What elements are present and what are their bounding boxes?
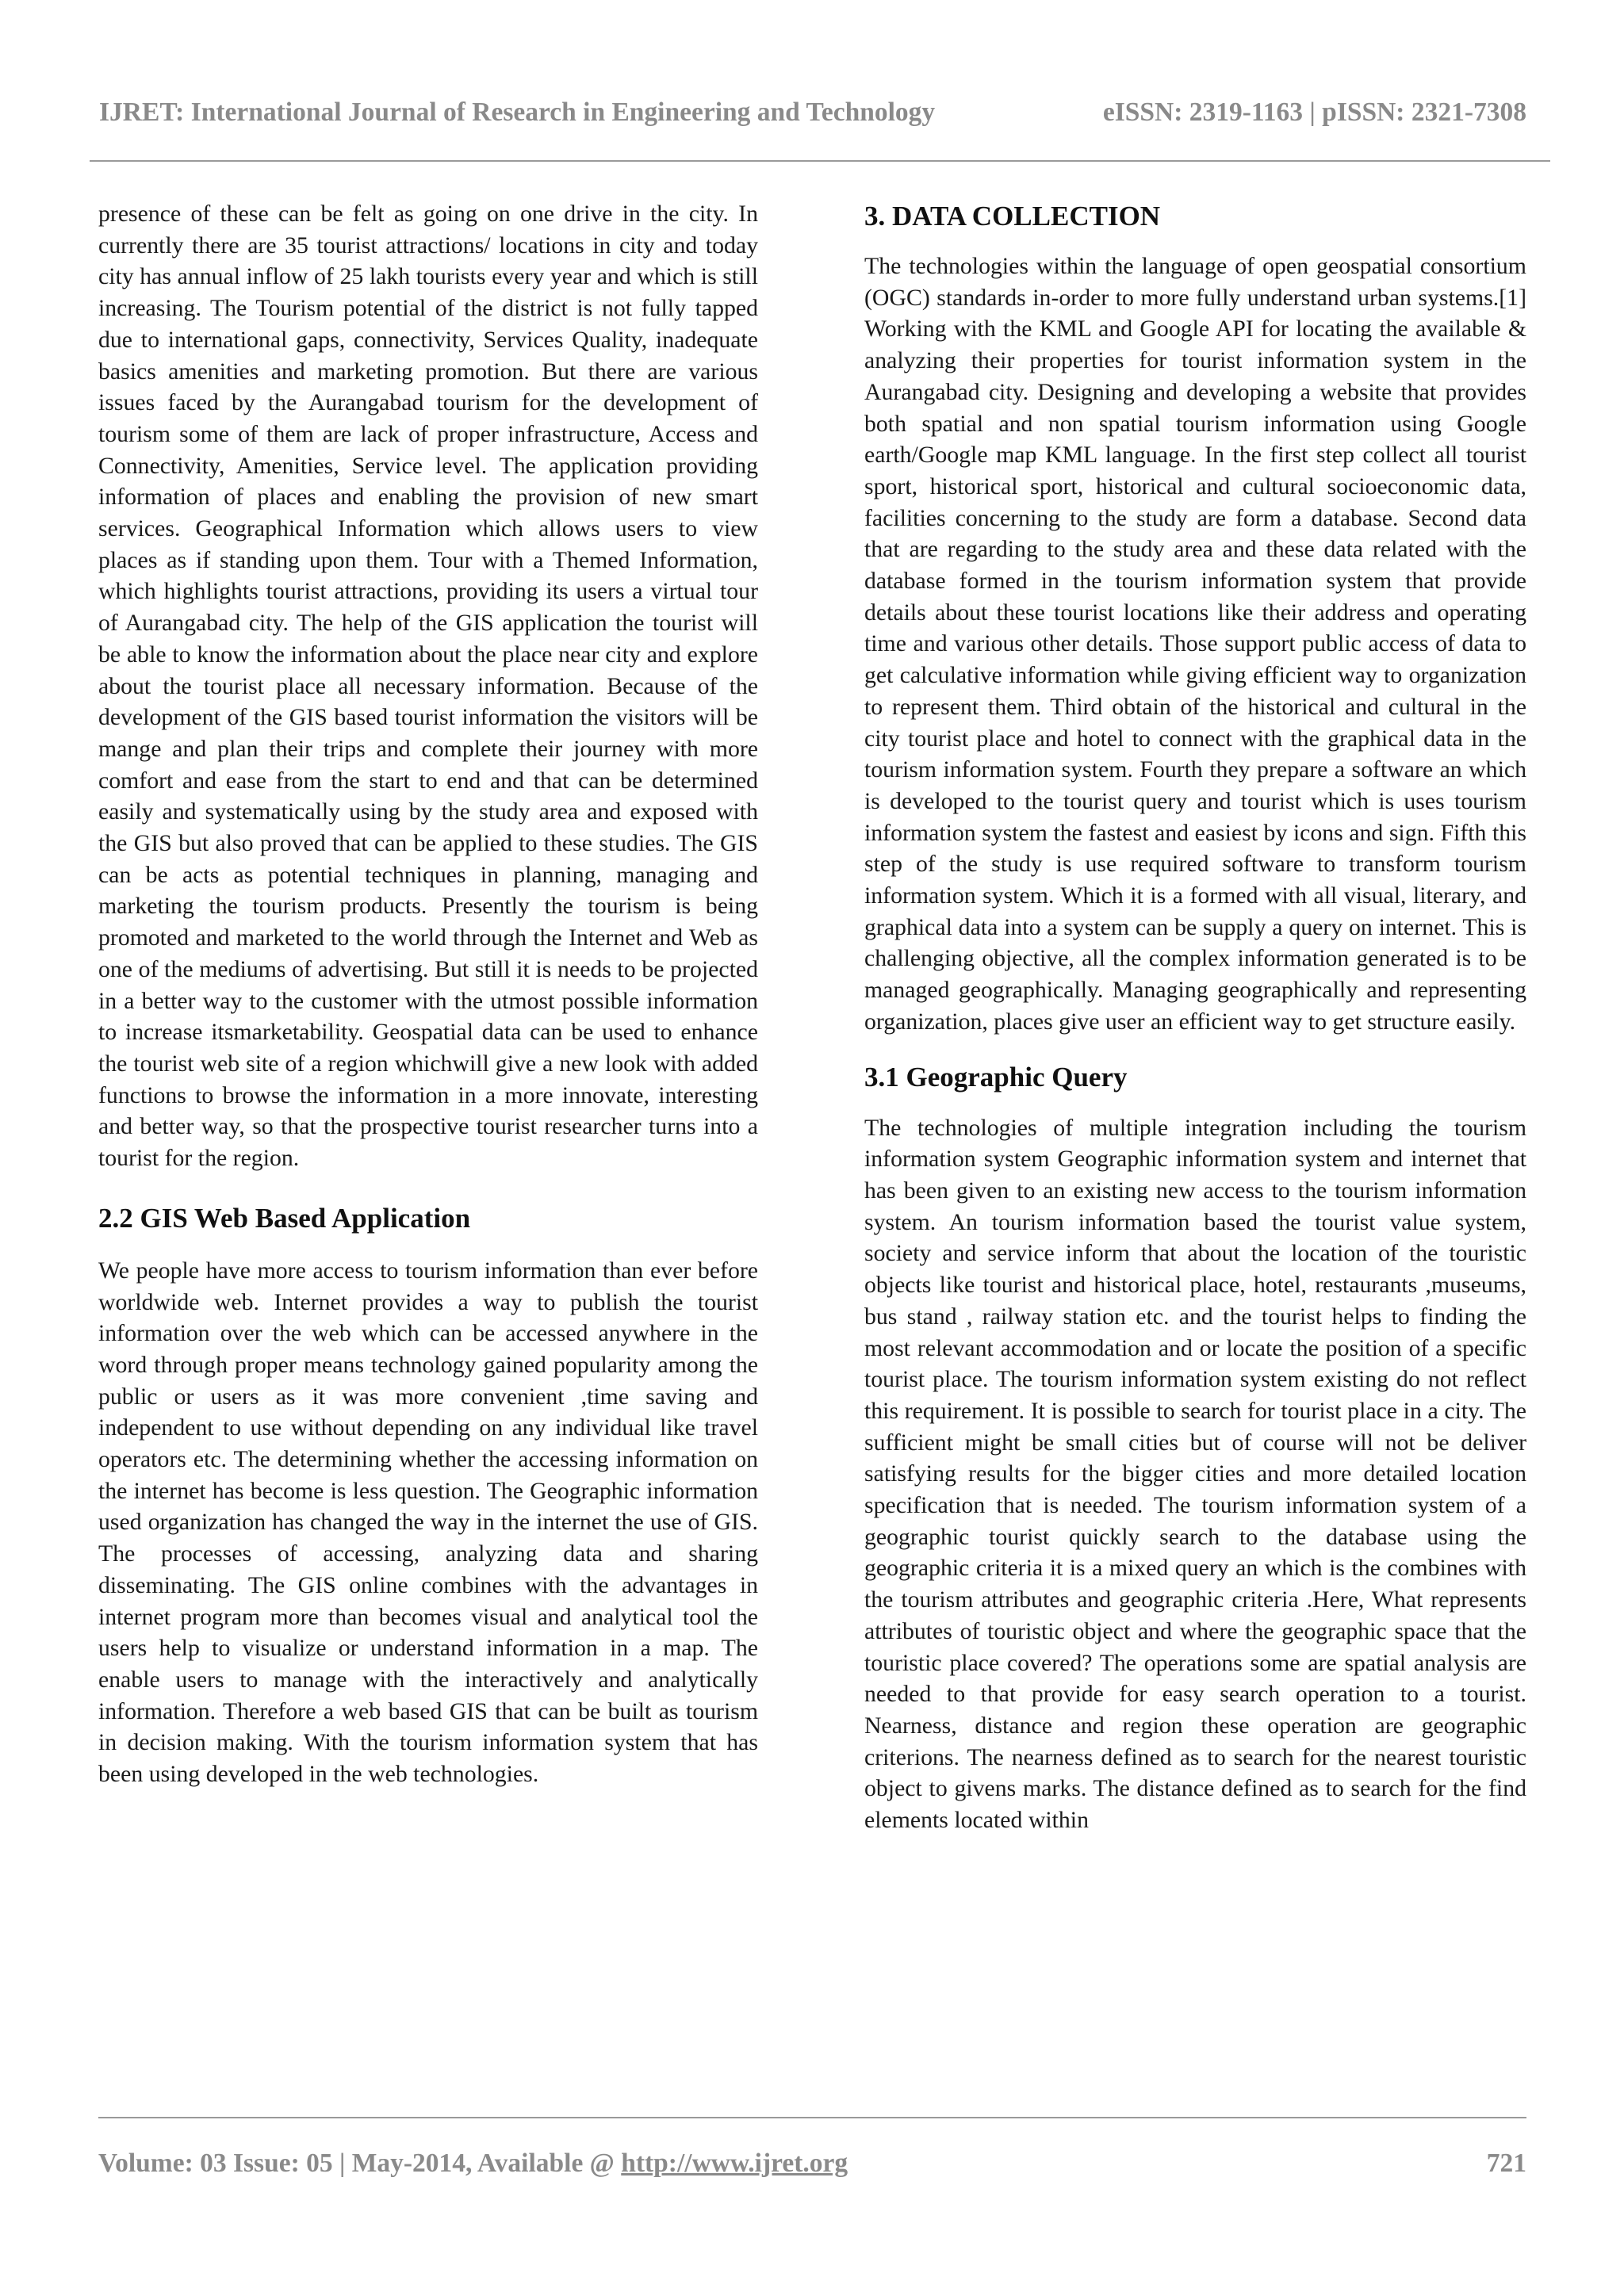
journal-title: IJRET: International Journal of Research in Engineering and Technology [99, 98, 936, 127]
footer-divider [98, 2117, 1526, 2118]
section-heading-2-2: 2.2 GIS Web Based Application [98, 1202, 471, 1234]
body-paragraph: The technologies within the language of open geospatial consortium (OGC) standards in-order to more fully understand urban systems.[1] Working with the KML and Google API for locating the available & analyzing their properties for tourist information system in the Aurangabad city. Designing and developing a website that provides both spatial and non spatial tourism information using Google earth/Google map KML language. In the first step collect all tourist sport, historical sport, historical and cultural socioeconomic data, facilities concerning to the study are form a database. Second data that are regarding to the study area and these data related with the database formed in the tourism information system that provide details about these tourist locations like their address and operating time and various other details. Those support public access of data to get calculative information while giving efficient way to organization to represent them. Third obtain of the historical and cultural in the city tourist place and hotel to connect with the graphical data in the tourism information system. Fourth they prepare a software an which is developed to the tourist query and tourist which is uses tourism information system the fastest and easiest by icons and sign. Fifth this step of the study is use required software to transform tourism information system. Which it is a formed with all visual, literary, and graphical data into a system can be supply a query on internet. This is challenging objective, all the complex information generated is to be managed geographically. Managing geographically and representing organization, places give user an efficient way to get structure easily. [864, 253, 1526, 1035]
page-number: 721 [1486, 2149, 1526, 2178]
body-paragraph: presence of these can be felt as going on one drive in the city. In currently there are 35 tourist attractions/ locations in city and today city has annual inflow of 25 lakh tourists every year and which is still increasing. The Tourism potential of the district is not fully tapped due to international gaps, connectivity, Services Quality, inadequate basics amenities and marketing promotion. But there are various issues faced by the Aurangabad tourism for the development of tourism some of them are lack of proper infrastructure, Access and Connectivity, Amenities, Service level. The application providing information of places and enabling the provision of new smart services. Geographical Information which allows users to view places as if standing upon them. Tour with a Themed Information, which highlights tourist attractions, providing its users a virtual tour of Aurangabad city. The help of the GIS application the tourist will be able to know the information about the place near city and explore about the tourist place all necessary information. Because of the development of the GIS based tourist information the visitors will be mange and plan their trips and complete their journey with more comfort and ease from the start to end and that can be determined easily and systematically using by the study area and exposed with the GIS but also proved that can be applied to these studies. The GIS can be acts as potential techniques in planning, managing and marketing the tourism products. Presently the tourism is being promoted and marketed to the world through the Internet and Web as one of the mediums of advertising. But still it is needs to be projected in a better way to the customer with the utmost possible information to increase itsmarketability. Geospatial data can be used to enhance the tourist web site of a region whichwill give a new look with added functions to browse the information in a more innovate, interesting and better way, so that the prospective tourist researcher turns into a tourist for the region. [98, 201, 758, 1172]
body-paragraph: We people have more access to tourism information than ever before worldwide web. Internet provides a way to publish the tourist information over the web which can be accessed anywhere in the word through proper means technology gained popularity among the public or users as it was more convenient ,time saving and independent to use without depending on any individual like travel operators etc. The determining whether the accessing information on the internet has become is less question. The Geographic information used organization has changed the way in the internet the use of GIS. The processes of accessing, analyzing data and sharing disseminating. The GIS online combines with the advantages in internet program more than becomes visual and analytical tool the users help to visualize or understand information in a map. The enable users to manage with the interactively and analytically information. Therefore a web based GIS that can be built as tourism in decision making. With the tourism information system that has been using developed in the web technologies. [98, 1257, 758, 1788]
header-divider [90, 160, 1550, 162]
left-column [98, 198, 758, 1790]
volume-text: Volume: 03 Issue: 05 | May-2014, Available @ [98, 2149, 622, 2178]
body-paragraph: The technologies of multiple integration including the tourism information system Geographic information system and internet that has been given to an existing new access to the tourism information system. An tourism information based the tourist value system, society and service inform that about the location of the touristic objects like tourist and historical place, hotel, restaurants ,museums, bus stand , railway station etc. and the tourist helps to finding the most relevant accommodation and or locate the position of a specific tourist place. The tourism information system existing do not reflect this requirement. It is possible to search for tourist place in a city. The sufficient might be small cities but of course will not be deliver satisfying results for the bigger cities and more detailed location specification that is needed. The tourism information system of a geographic tourist quickly search to the database using the geographic criteria it is a mixed query an which is the combines with the tourism attributes and geographic criteria .Here, What represents attributes of touristic object and where the geographic space that the touristic place covered? The operations some are spatial analysis are needed to that provide for easy search operation to a tourist. Nearness, distance and region these operation are geographic criterions. The nearness defined as to search for the nearest touristic object to givens marks. The distance defined as to search for the find elements located within [864, 1114, 1526, 1834]
issn-info: eISSN: 2319-1163 | pISSN: 2321-7308 [1102, 98, 1526, 127]
journal-link[interactable]: http://www.ijret.org [621, 2149, 848, 2178]
right-column [864, 200, 1526, 1836]
volume-info [98, 2149, 848, 2179]
section-heading-3-1: 3.1 Geographic Query [864, 1061, 1128, 1093]
section-heading-3: 3. DATA COLLECTION [864, 201, 1161, 232]
